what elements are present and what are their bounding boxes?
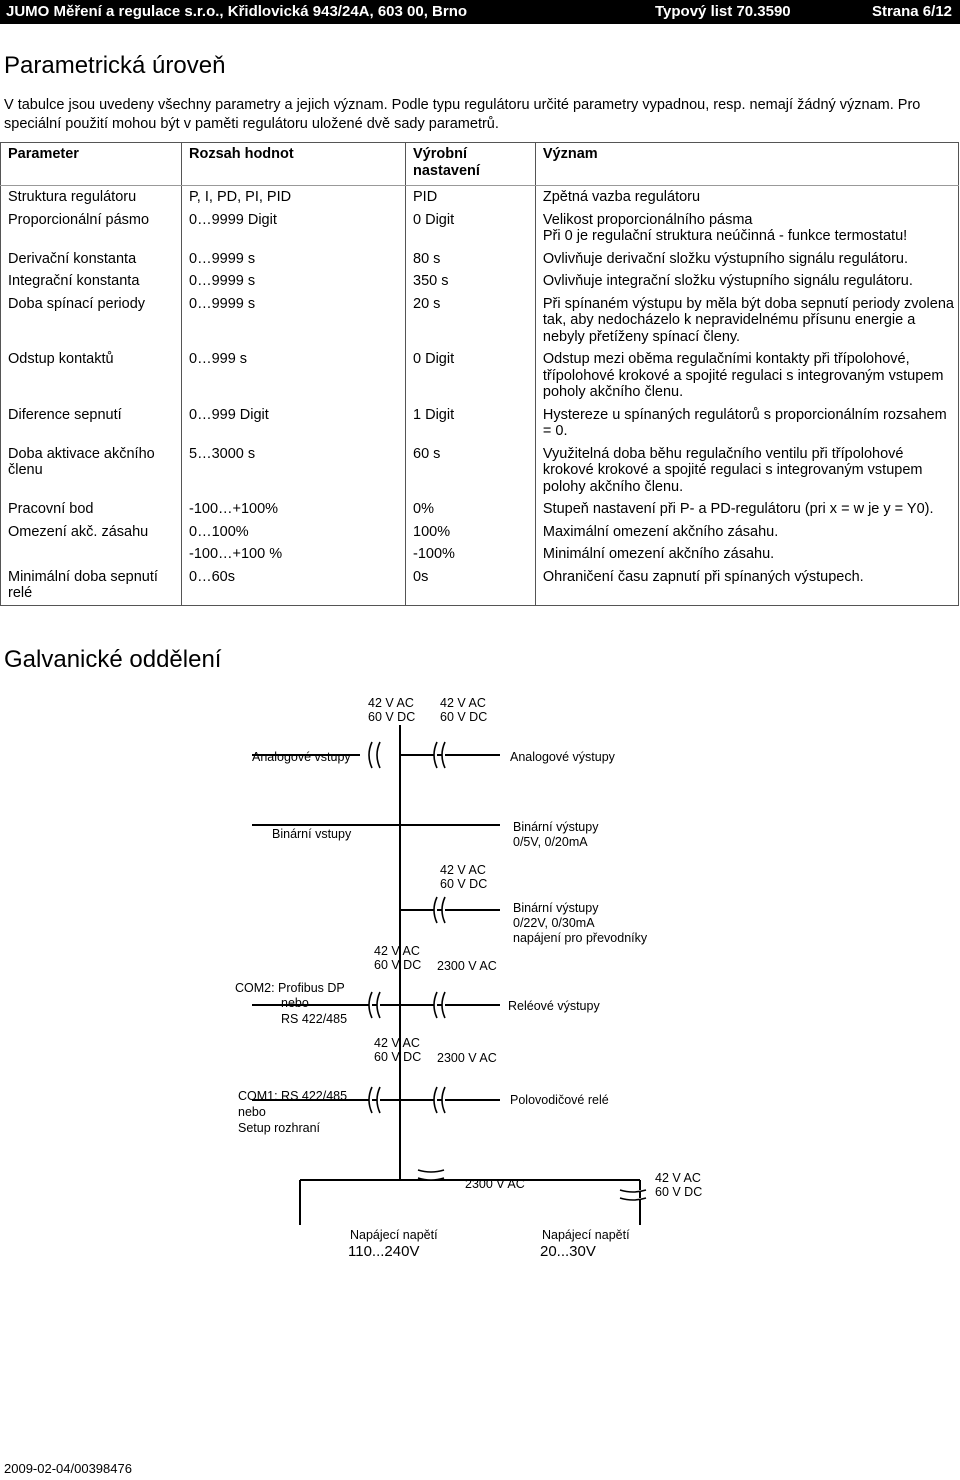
relay-outputs-label: Reléové výstupy	[508, 999, 600, 1013]
iso-label: 42 V AC	[440, 696, 486, 710]
table-cell: Zpětná vazba regulátoru	[535, 186, 958, 209]
iso-label: 42 V AC	[440, 863, 486, 877]
iso-label: 2300 V AC	[437, 959, 497, 973]
table-cell: Odstup kontaktů	[1, 348, 182, 404]
supply-label: Napájecí napětí	[542, 1228, 630, 1242]
page-number: Strana 6/12	[871, 3, 952, 20]
table-cell: Doba spínací periody	[1, 293, 182, 349]
table-cell: Omezení akč. zásahu	[1, 521, 182, 544]
binary-outputs-label: Binární výstupy	[513, 820, 599, 834]
table-row	[1, 443, 959, 499]
section-title-parameters: Parametrická úroveň	[4, 52, 226, 79]
company-address: JUMO Měření a regulace s.r.o., Křidlovická 943/24A, 603 00, Brno	[6, 3, 468, 20]
com2-label: nebo	[281, 996, 309, 1010]
table-row	[1, 270, 959, 293]
table-cell: Ohraničení času zapnutí při spínaných výstupech.	[535, 566, 958, 606]
binary-outputs2-note: napájení pro převodníky	[513, 931, 648, 945]
table-cell: Velikost proporcionálního pásma Při 0 je regulační struktura neúčinná - funkce termostatu!	[535, 209, 958, 248]
table-cell: 0…999 Digit	[182, 404, 406, 443]
column-header: Význam	[535, 143, 958, 186]
table-row	[1, 293, 959, 349]
iso-label: 42 V AC	[374, 944, 420, 958]
parameter-table	[0, 142, 959, 606]
com2-label: RS 422/485	[281, 1012, 348, 1026]
supply-voltage: 20...30V	[540, 1243, 596, 1260]
iso-label: 60 V DC	[374, 958, 422, 972]
table-cell: 0…100%	[182, 521, 406, 544]
com1-label: nebo	[238, 1105, 266, 1119]
document-code: 2009-02-04/00398476	[4, 1461, 132, 1476]
galvanic-isolation-diagram	[0, 680, 960, 1280]
iso-label: 42 V AC	[374, 1036, 420, 1050]
table-cell: 0…9999 s	[182, 293, 406, 349]
iso-label: 60 V DC	[374, 1050, 422, 1064]
table-cell	[1, 543, 182, 566]
table-cell: Diference sepnutí	[1, 404, 182, 443]
table-cell: PID	[406, 186, 536, 209]
page-header	[0, 0, 960, 24]
table-cell: 0…60s	[182, 566, 406, 606]
table-cell: 80 s	[406, 248, 536, 271]
table-cell: 60 s	[406, 443, 536, 499]
table-cell: -100…+100%	[182, 498, 406, 521]
binary-inputs-label: Binární vstupy	[272, 827, 352, 841]
table-cell: 0…9999 s	[182, 248, 406, 271]
com2-label: COM2: Profibus DP	[235, 981, 345, 995]
binary-outputs-spec: 0/5V, 0/20mA	[513, 835, 588, 849]
table-cell: 350 s	[406, 270, 536, 293]
table-cell: Doba aktivace akčního členu	[1, 443, 182, 499]
table-cell: Proporcionální pásmo	[1, 209, 182, 248]
table-cell: P, I, PD, PI, PID	[182, 186, 406, 209]
table-cell: Využitelná doba běhu regulačního ventilu při třípolohové krokové krokové a spojité regulaci s integrovaným vstupem polohy akčního členu.	[535, 443, 958, 499]
analog-outputs-label: Analogové výstupy	[510, 750, 615, 764]
table-cell: -100…+100 %	[182, 543, 406, 566]
table-cell: Ovlivňuje derivační složku výstupního signálu regulátoru.	[535, 248, 958, 271]
column-header: Výrobní nastavení	[406, 143, 536, 186]
supply-label: Napájecí napětí	[350, 1228, 438, 1242]
datasheet-number: Typový list 70.3590	[655, 3, 791, 20]
semiconductor-relay-label: Polovodičové relé	[510, 1093, 609, 1107]
table-cell: Minimální doba sepnutí relé	[1, 566, 182, 606]
table-cell: 0%	[406, 498, 536, 521]
table-cell: 0 Digit	[406, 348, 536, 404]
table-cell: Integrační konstanta	[1, 270, 182, 293]
table-cell: Struktura regulátoru	[1, 186, 182, 209]
table-cell: 0 Digit	[406, 209, 536, 248]
table-row	[1, 186, 959, 209]
iso-label: 60 V DC	[368, 710, 416, 724]
com1-label: COM1: RS 422/485	[238, 1089, 348, 1103]
table-row	[1, 566, 959, 606]
column-header: Parameter	[1, 143, 182, 186]
table-cell: 0s	[406, 566, 536, 606]
iso-label: 42 V AC	[655, 1171, 701, 1185]
table-cell: Hystereze u spínaných regulátorů s proporcionálním rozsahem = 0.	[535, 404, 958, 443]
iso-label: 60 V DC	[440, 710, 488, 724]
table-cell: 20 s	[406, 293, 536, 349]
analog-inputs-label: Analogové vstupy	[252, 750, 351, 764]
iso-label: 2300 V AC	[437, 1051, 497, 1065]
iso-label: 60 V DC	[655, 1185, 703, 1199]
table-cell: 1 Digit	[406, 404, 536, 443]
table-cell: Ovlivňuje integrační složku výstupního signálu regulátoru.	[535, 270, 958, 293]
table-cell: 0…9999 s	[182, 270, 406, 293]
table-row	[1, 543, 959, 566]
table-row	[1, 498, 959, 521]
table-row	[1, 248, 959, 271]
table-header-row	[1, 143, 959, 186]
table-cell: 100%	[406, 521, 536, 544]
table-cell: Stupeň nastavení při P- a PD-regulátoru (pri x = w je y = Y0).	[535, 498, 958, 521]
intro-paragraph: V tabulce jsou uvedeny všechny parametry a jejich význam. Podle typu regulátoru určité parametry vypadnou, resp. nemají žádný význam. Pro speciální použití mohou být v paměti regulátoru uložené dvě sady parametrů.	[4, 97, 921, 132]
table-cell: 5…3000 s	[182, 443, 406, 499]
binary-outputs2-spec: 0/22V, 0/30mA	[513, 916, 595, 930]
table-row	[1, 521, 959, 544]
table-cell: 0…9999 Digit	[182, 209, 406, 248]
table-cell: Minimální omezení akčního zásahu.	[535, 543, 958, 566]
iso-label: 42 V AC	[368, 696, 414, 710]
table-cell: Maximální omezení akčního zásahu.	[535, 521, 958, 544]
table-row	[1, 348, 959, 404]
table-cell: -100%	[406, 543, 536, 566]
table-cell: Pracovní bod	[1, 498, 182, 521]
column-header: Rozsah hodnot	[182, 143, 406, 186]
table-row	[1, 209, 959, 248]
table-cell: Při spínaném výstupu by měla být doba sepnutí periody zvolena tak, aby nedocházelo k nepravidelnému přísunu energie a nebyly přetíženy spínací členy.	[535, 293, 958, 349]
binary-outputs2-label: Binární výstupy	[513, 901, 599, 915]
table-row	[1, 404, 959, 443]
section-title-galvanic: Galvanické oddělení	[4, 646, 222, 673]
com1-label: Setup rozhraní	[238, 1121, 320, 1135]
table-cell: Derivační konstanta	[1, 248, 182, 271]
table-cell: Odstup mezi oběma regulačními kontakty při třípolohové, třípolohové krokové a spojité regulaci s integrovaným vstupem poholy akčního členu.	[535, 348, 958, 404]
table-cell: 0…999 s	[182, 348, 406, 404]
supply-voltage: 110...240V	[348, 1243, 420, 1260]
iso-label: 60 V DC	[440, 877, 488, 891]
iso-label: 2300 V AC	[465, 1177, 525, 1191]
